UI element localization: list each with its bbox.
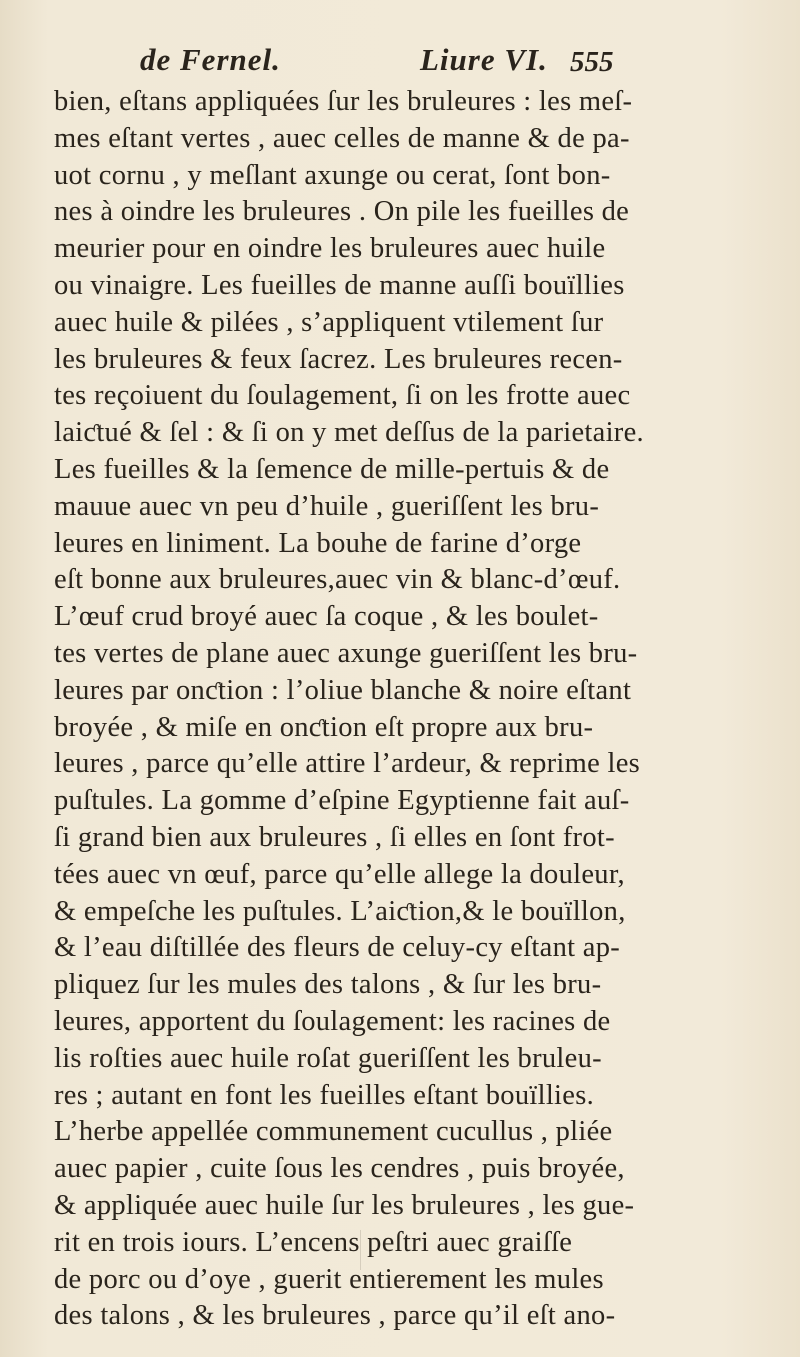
text-line: tes reçoiuent du ſoulagement, ſi on les frotte auec <box>54 380 631 412</box>
text-line: auec huile & pilées , s’appliquent vtilement ſur <box>54 306 604 338</box>
text-line: Les fueilles & la ſemence de mille-pertuis & de <box>54 453 610 485</box>
text-line: tes vertes de plane auec axunge gueriſſent les bru- <box>54 637 638 669</box>
text-line: L’œuf crud broyé auec ſa coque , & les boulet- <box>54 601 599 633</box>
text-line: pliquez ſur les mules des talons , & ſur les bru- <box>54 969 602 1001</box>
text-line: des talons , & les bruleures , parce qu’il eſt ano- <box>54 1300 616 1332</box>
text-line: puſtules. La gomme d’eſpine Egyptienne fait auſ- <box>54 785 630 817</box>
running-head-book: Liure VI. <box>420 42 548 77</box>
text-line: tées auec vn œuf, parce qu’elle allege la douleur, <box>54 858 625 890</box>
text-line: auec papier , cuite ſous les cendres , puis broyée, <box>54 1153 625 1185</box>
text-line: meurier pour en oindre les bruleures auec huile <box>54 233 606 265</box>
text-line: mes eſtant vertes , auec celles de manne & de pa- <box>54 122 630 154</box>
text-line: rit en trois iours. L’encens peſtri auec graiſſe <box>54 1226 573 1258</box>
text-line: leures en liniment. La bouhe de farine d’orge <box>54 527 582 559</box>
text-line: eſt bonne aux bruleures,auec vin & blanc-d’œuf. <box>54 564 621 596</box>
text-line: broyée , & miſe en onƈtion eſt propre aux bru- <box>54 711 594 743</box>
text-line: & l’eau diſtillée des fleurs de celuy-cy eſtant ap- <box>54 932 621 964</box>
text-line: nes à oindre les bruleures . On pile les fueilles de <box>54 196 630 228</box>
page-number: 555 <box>570 46 614 78</box>
text-line: laiƈtué & ſel : & ſi on y met deſſus de la parietaire. <box>54 417 644 449</box>
running-head-author: de Fernel. <box>140 42 281 77</box>
text-line: & appliquée auec huile ſur les bruleures , les gue- <box>54 1189 635 1221</box>
text-line: lis roſties auec huile roſat gueriſſent les bruleu- <box>54 1042 602 1074</box>
text-line: & empeſche les puſtules. L’aiƈtion,& le bouïllon, <box>54 895 626 927</box>
text-line: les bruleures & feux ſacrez. Les bruleures recen- <box>54 343 623 375</box>
text-line: res ; autant en font les fueilles eſtant bouïllies. <box>54 1079 595 1111</box>
text-line: ſi grand bien aux bruleures , ſi elles en ſont frot- <box>54 821 615 853</box>
text-line: bien, eſtans appliquées ſur les bruleures : les meſ- <box>54 86 633 117</box>
text-line: leures, apportent du ſoulagement: les racines de <box>54 1005 611 1037</box>
text-line: leures , parce qu’elle attire l’ardeur, & reprime les <box>54 748 641 780</box>
text-line: uot cornu , y meſlant axunge ou cerat, ſont bon- <box>54 159 611 191</box>
text-line: de porc ou d’oye , guerit entierement les mules <box>54 1263 604 1295</box>
body-text <box>54 84 674 1335</box>
paper-mark <box>360 1230 441 1270</box>
text-line: L’herbe appellée communement cucullus , pliée <box>54 1116 613 1148</box>
text-line: mauue auec vn peu d’huile , gueriſſent les bru- <box>54 490 600 522</box>
text-line: leures par onƈtion : l’oliue blanche & noire eſtant <box>54 674 632 706</box>
text-line: ou vinaigre. Les fueilles de manne auſſi bouïllies <box>54 269 625 301</box>
running-head <box>140 42 700 88</box>
